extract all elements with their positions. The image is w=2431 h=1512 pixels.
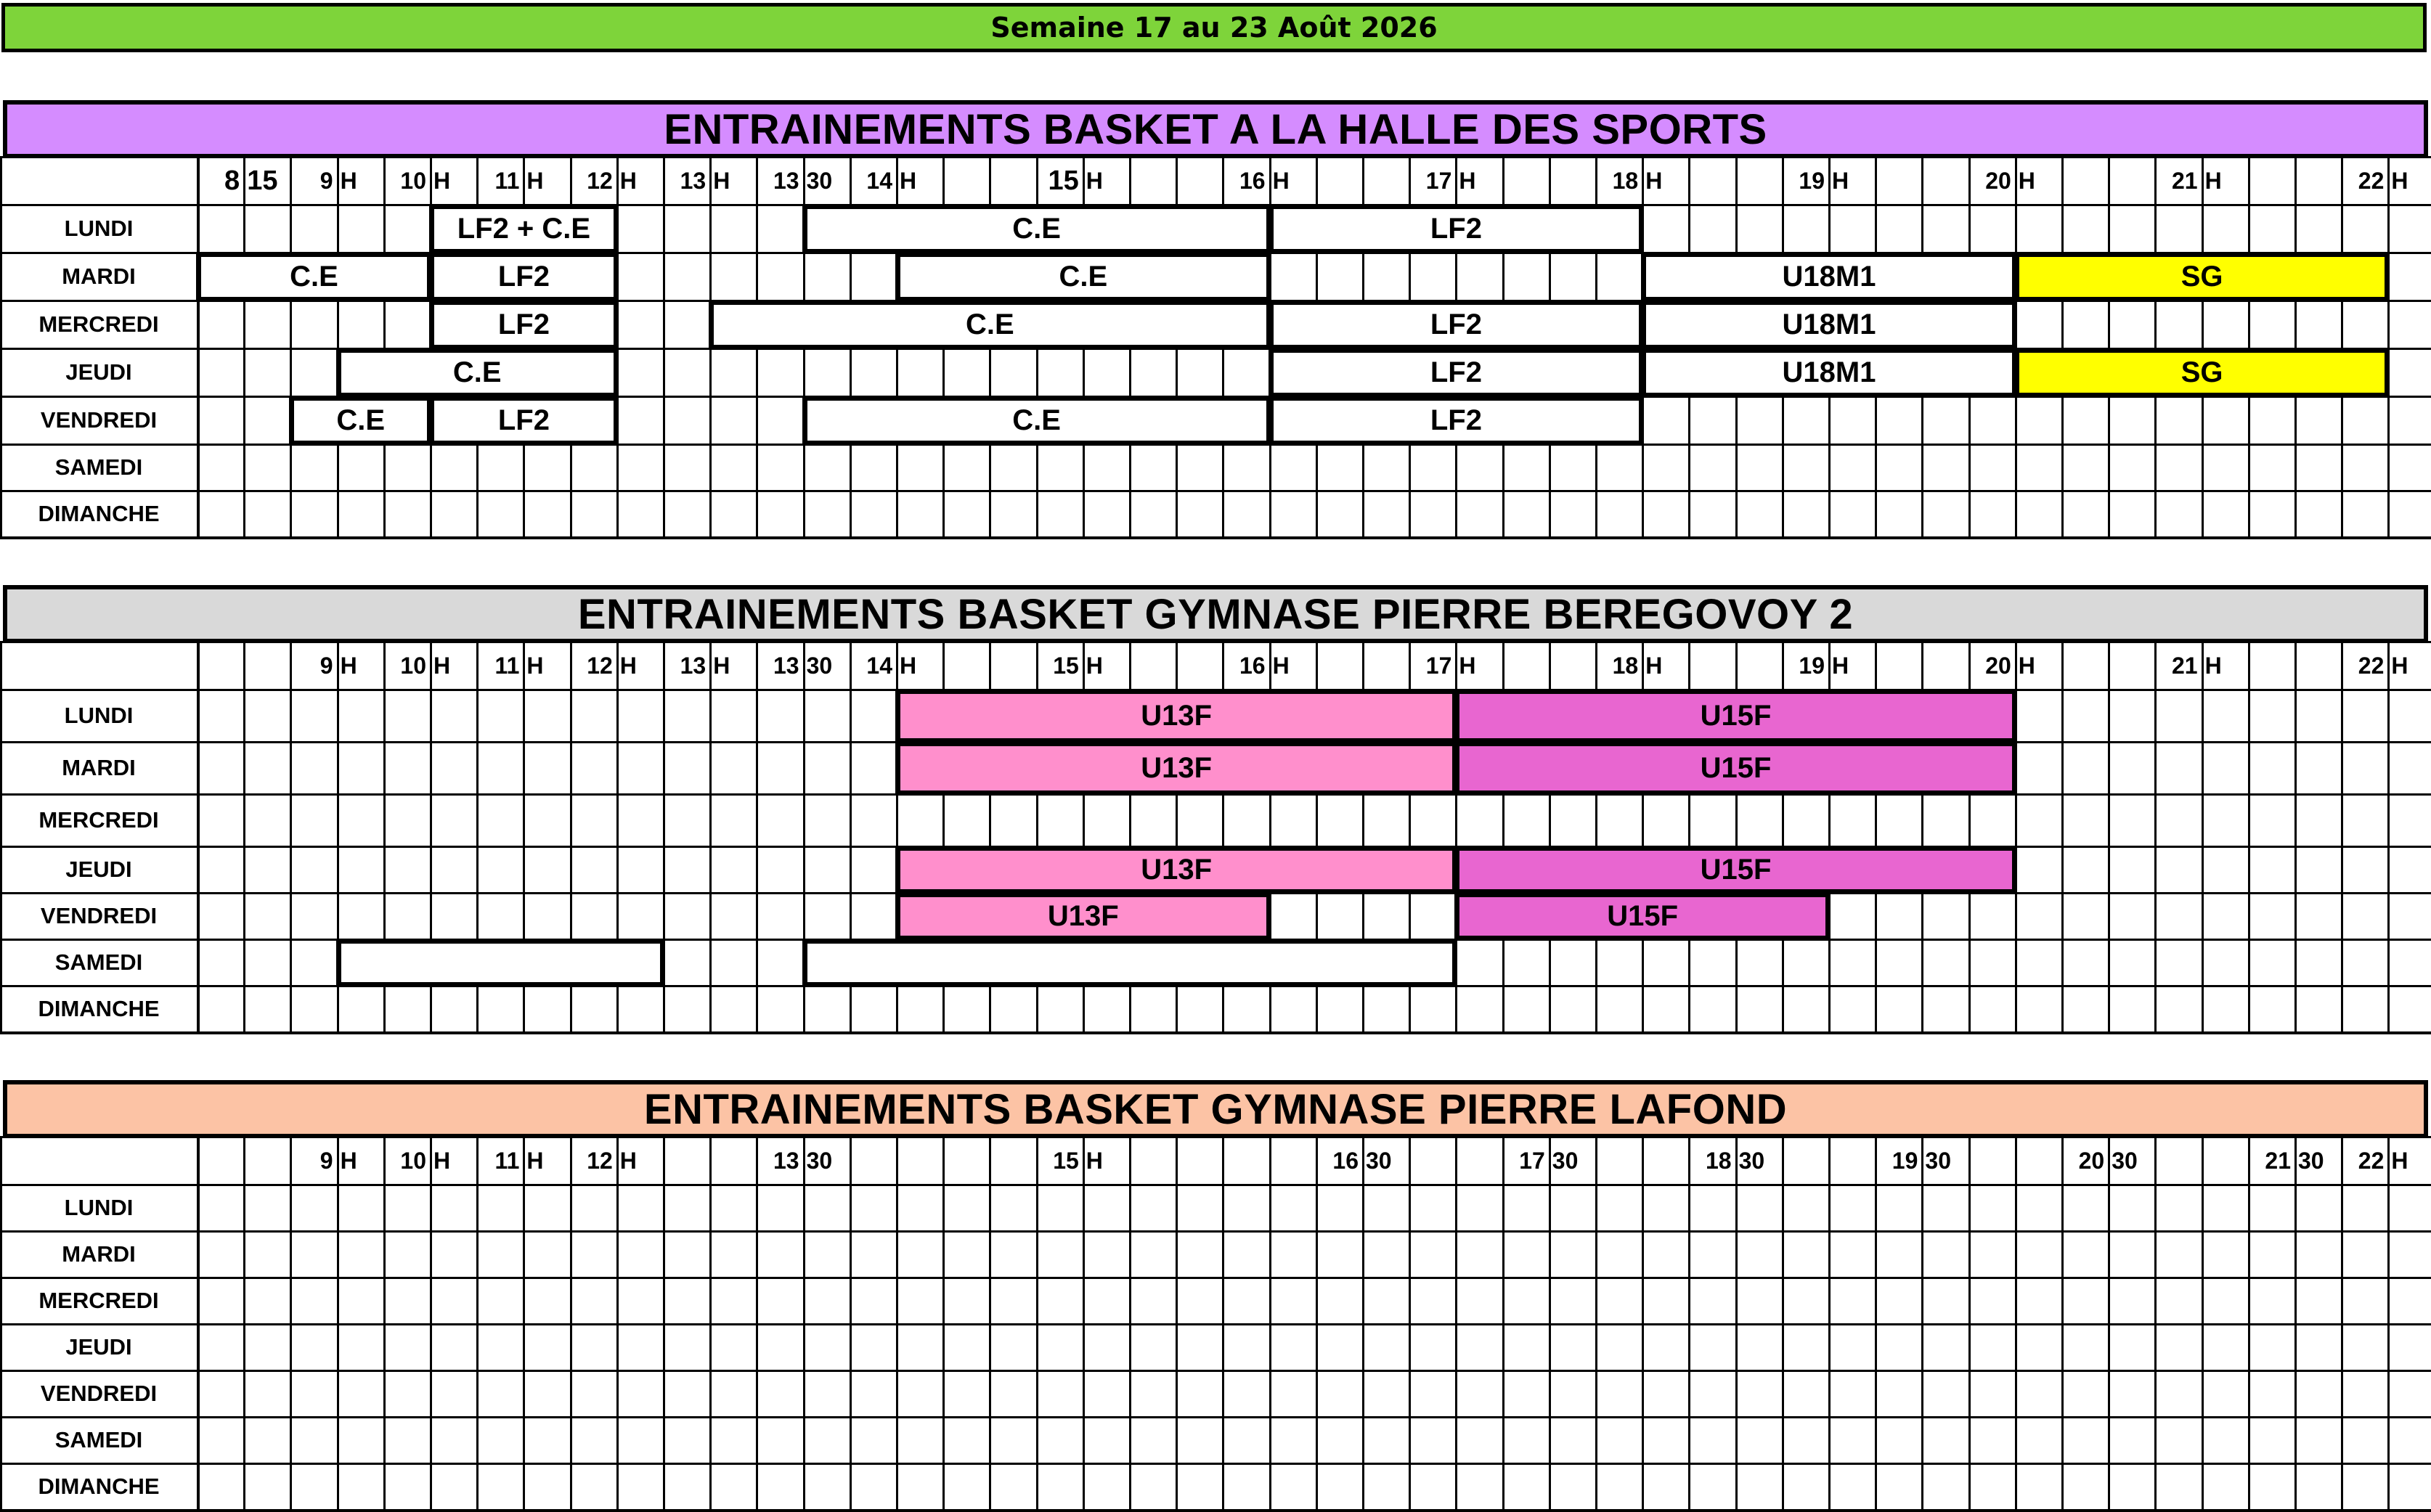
grid-col-line — [430, 1137, 432, 1511]
training-slot[interactable] — [1454, 741, 2016, 796]
day-label-mardi: MARDI — [62, 1241, 136, 1267]
day-label-lundi: LUNDI — [64, 1195, 134, 1220]
training-slot-label: U15F — [1700, 700, 1772, 732]
grid-col-line — [2154, 642, 2157, 1034]
time-header-label: 19 — [1799, 653, 1825, 679]
grid-col-line — [709, 1137, 712, 1511]
time-header-label: 15 — [1053, 653, 1079, 679]
grid-col-line — [2341, 642, 2343, 1034]
day-label-jeudi: JEUDI — [65, 359, 132, 385]
training-slot-label: C.E — [1012, 404, 1061, 436]
week-banner — [1, 3, 2427, 52]
training-slot-label: C.E — [336, 404, 386, 436]
section-title-text: ENTRAINEMENTS BASKET GYMNASE PIERRE LAFOND — [643, 1085, 1788, 1133]
day-label-samedi: SAMEDI — [54, 949, 143, 975]
training-slot[interactable] — [1641, 348, 2017, 398]
training-slot-label: C.E — [966, 308, 1014, 340]
time-header-label: 21 — [2171, 168, 2198, 194]
grid-row-line — [0, 1370, 2431, 1372]
time-header-label: 10 — [400, 168, 426, 194]
grid-col-line — [896, 1137, 898, 1511]
grid-col-line — [290, 642, 292, 1034]
time-header-label: 17 — [1519, 1148, 1545, 1174]
training-slot[interactable] — [429, 204, 619, 254]
training-slot[interactable] — [429, 396, 619, 446]
day-label-dimanche: DIMANCHE — [38, 996, 160, 1021]
time-header-label: 11 — [494, 653, 520, 679]
training-slot-label: U13F — [1141, 700, 1213, 732]
time-header-label: H — [340, 168, 357, 194]
training-slot-label: LF2 + C.E — [457, 213, 591, 245]
training-slot-label: U13F — [1141, 854, 1213, 886]
time-header-label: 22 — [2358, 1148, 2385, 1174]
grid-col-line — [1782, 1137, 1784, 1511]
time-header-label: 30 — [1738, 1148, 1765, 1174]
grid-col-line — [616, 1137, 619, 1511]
time-header-label: 30 — [1925, 1148, 1951, 1174]
grid-col-line — [1735, 1137, 1738, 1511]
grid-col-line — [2248, 642, 2250, 1034]
training-slot[interactable] — [895, 741, 1457, 796]
grid-col-line — [337, 1137, 339, 1511]
day-label-dimanche: DIMANCHE — [38, 501, 160, 526]
time-header-label: 12 — [587, 1148, 613, 1174]
day-label-samedi: SAMEDI — [54, 1427, 143, 1452]
time-header-label: 22 — [2358, 168, 2385, 194]
time-header-label: H — [1086, 653, 1103, 679]
training-slot[interactable] — [1454, 689, 2016, 743]
time-header-label: H — [713, 653, 730, 679]
grid-col-line — [1828, 1137, 1831, 1511]
training-slot-label: U18M1 — [1782, 308, 1876, 340]
time-header-label: H — [1832, 168, 1849, 194]
training-slot[interactable] — [1641, 252, 2017, 302]
training-slot[interactable] — [1269, 348, 1645, 398]
training-slot-label: LF2 — [1430, 404, 1482, 436]
training-slot-label: C.E — [290, 261, 338, 293]
grid-col-line — [243, 1137, 245, 1511]
grid-col-line — [989, 1137, 991, 1511]
day-label-mercredi: MERCREDI — [38, 1288, 159, 1313]
time-header-label: 13 — [773, 168, 799, 194]
training-slot[interactable] — [1454, 892, 1831, 941]
time-header-label: 9 — [319, 653, 333, 679]
grid-col-line — [1502, 1137, 1504, 1511]
section-title — [3, 100, 2428, 158]
grid-col-line — [290, 157, 292, 539]
grid-col-line — [2015, 1137, 2017, 1511]
training-slot-label: SG — [2180, 356, 2223, 388]
grid-col-line — [2294, 1137, 2297, 1511]
time-header-label: H — [526, 653, 544, 679]
time-header-label: 15 — [247, 165, 278, 196]
training-slot[interactable] — [2014, 252, 2390, 302]
grid-col-line — [2387, 1137, 2390, 1511]
grid-row-line — [0, 536, 2431, 539]
day-label-mercredi: MERCREDI — [38, 311, 159, 337]
time-header-label: 14 — [866, 168, 892, 194]
training-slot-label: U15F — [1607, 900, 1679, 932]
time-header-label: 19 — [1892, 1148, 1918, 1174]
grid-col-line — [570, 1137, 572, 1511]
grid-col-line — [803, 1137, 805, 1511]
training-slot[interactable] — [1269, 204, 1645, 254]
grid-row-line — [0, 1031, 2431, 1034]
grid-row-line — [0, 490, 2431, 492]
grid-col-line — [1642, 1137, 1644, 1511]
time-header-label: H — [340, 1148, 357, 1174]
time-header-label: 30 — [2112, 1148, 2138, 1174]
day-label-lundi: LUNDI — [64, 216, 134, 241]
time-header-label: 9 — [319, 1148, 333, 1174]
training-slot-label: C.E — [1059, 261, 1108, 293]
grid-col-line — [1362, 1137, 1364, 1511]
time-header-label: 11 — [494, 1148, 520, 1174]
time-header-label: H — [713, 168, 730, 194]
time-header-label: 17 — [1425, 653, 1452, 679]
grid-col-line — [2061, 642, 2064, 1034]
training-slot[interactable] — [336, 939, 665, 987]
grid-row-line — [0, 1277, 2431, 1279]
grid-col-line — [2248, 1137, 2250, 1511]
grid-col-line — [523, 1137, 525, 1511]
grid-col-line — [1222, 1137, 1224, 1511]
grid-col-line — [2108, 642, 2110, 1034]
grid-col-line — [2202, 1137, 2204, 1511]
grid-col-line — [383, 1137, 386, 1511]
day-label-vendredi: VENDREDI — [40, 903, 158, 928]
training-slot[interactable] — [1269, 396, 1645, 446]
day-label-jeudi: JEUDI — [65, 857, 132, 882]
grid-col-line — [850, 1137, 852, 1511]
training-slot-label: LF2 — [1430, 356, 1482, 388]
grid-col-line — [2061, 1137, 2064, 1511]
time-header-label: 20 — [1985, 168, 2011, 194]
training-slot-label: LF2 — [497, 261, 550, 293]
day-label-jeudi: JEUDI — [65, 1334, 132, 1360]
training-slot-label: U15F — [1700, 854, 1772, 886]
time-header-label: 30 — [806, 653, 833, 679]
grid-row-line — [0, 1230, 2431, 1233]
training-slot-label: U13F — [1047, 900, 1119, 932]
training-slot[interactable] — [1454, 846, 2016, 894]
grid-col-line — [942, 1137, 945, 1511]
training-slot-label: LF2 — [497, 404, 550, 436]
day-label-mardi: MARDI — [62, 263, 136, 289]
training-slot-label: SG — [2180, 261, 2223, 293]
section-title-text: ENTRAINEMENTS BASKET A LA HALLE DES SPORTS — [664, 105, 1767, 153]
day-label-vendredi: VENDREDI — [40, 407, 158, 433]
time-header-label: H — [433, 1148, 451, 1174]
training-slot[interactable] — [429, 252, 619, 302]
grid-col-line — [1129, 1137, 1131, 1511]
time-header-label: H — [1086, 1148, 1103, 1174]
time-header-label: 13 — [680, 653, 707, 679]
time-header-label: H — [1645, 653, 1663, 679]
time-header-label: H — [1272, 653, 1290, 679]
time-header-label: H — [526, 1148, 544, 1174]
time-header-label: H — [2391, 653, 2408, 679]
training-slot-label: U13F — [1141, 752, 1213, 784]
grid-col-line — [243, 157, 245, 539]
grid-col-line — [1036, 1137, 1038, 1511]
grid-col-line — [2387, 642, 2390, 1034]
time-header-label: 19 — [1799, 168, 1825, 194]
grid-col-line — [1968, 1137, 1971, 1511]
time-header-label: H — [1459, 653, 1476, 679]
time-header-label: 16 — [1239, 653, 1266, 679]
time-header-label: 30 — [1552, 1148, 1579, 1174]
training-slot[interactable] — [802, 396, 1271, 446]
grid-row-line — [0, 1463, 2431, 1465]
day-label-mercredi: MERCREDI — [38, 807, 159, 833]
training-slot-label: LF2 — [1430, 213, 1482, 245]
time-header-label: 16 — [1332, 1148, 1359, 1174]
time-header-label: 22 — [2358, 653, 2385, 679]
time-header-label: H — [433, 653, 451, 679]
grid-col-line — [756, 642, 758, 1034]
training-slot-label: U18M1 — [1782, 261, 1876, 293]
time-header-label: 18 — [1705, 1148, 1732, 1174]
time-header-label: H — [2391, 1148, 2408, 1174]
grid-col-line — [1549, 1137, 1551, 1511]
time-header-label: 21 — [2265, 1148, 2291, 1174]
time-header-label: H — [1086, 168, 1103, 194]
training-slot[interactable] — [895, 846, 1457, 894]
grid-col-line — [2294, 642, 2297, 1034]
time-header-label: 12 — [587, 168, 613, 194]
time-header-label: 13 — [773, 1148, 799, 1174]
time-header-label: 13 — [680, 168, 707, 194]
training-slot[interactable] — [895, 252, 1271, 302]
time-header-label: 17 — [1425, 168, 1452, 194]
time-header-label: H — [1272, 168, 1290, 194]
time-header-label: H — [2204, 653, 2222, 679]
grid-col-line — [1875, 1137, 1877, 1511]
grid-col-line — [243, 642, 245, 1034]
time-header-label: 9 — [319, 168, 333, 194]
training-slot-label: C.E — [452, 356, 502, 388]
grid-col-line — [2341, 1137, 2343, 1511]
time-header-label: 30 — [806, 168, 833, 194]
training-slot[interactable] — [709, 300, 1271, 350]
time-header-label: H — [340, 653, 357, 679]
training-slot[interactable] — [802, 204, 1271, 254]
time-header-label: H — [1832, 653, 1849, 679]
time-header-label: H — [1459, 168, 1476, 194]
grid-col-line — [663, 1137, 665, 1511]
time-header-label: 8 — [224, 165, 240, 196]
training-slot-label: LF2 — [1430, 308, 1482, 340]
grid-col-line — [756, 1137, 758, 1511]
training-slot[interactable] — [1641, 300, 2017, 350]
training-slot-label: U15F — [1700, 752, 1772, 784]
time-header-label: 16 — [1239, 168, 1266, 194]
time-header-label: 20 — [1985, 653, 2011, 679]
time-header-label: H — [619, 653, 637, 679]
training-slot[interactable] — [895, 689, 1457, 743]
training-slot[interactable] — [196, 252, 432, 302]
time-header-label: 12 — [587, 653, 613, 679]
time-header-label: 13 — [773, 653, 799, 679]
training-slot[interactable] — [1269, 300, 1645, 350]
grid-col-line — [709, 642, 712, 1034]
time-header-label: H — [1645, 168, 1663, 194]
training-slot[interactable] — [289, 396, 432, 446]
grid-row-line — [0, 1509, 2431, 1512]
time-header-label: 15 — [1053, 1148, 1079, 1174]
training-slot-label: C.E — [1012, 213, 1061, 245]
time-header-label: 15 — [1048, 165, 1079, 196]
time-header-label: H — [619, 1148, 637, 1174]
time-header-label: H — [433, 168, 451, 194]
training-slot[interactable] — [429, 300, 619, 350]
day-label-samedi: SAMEDI — [54, 454, 143, 480]
time-header-label: H — [2018, 168, 2035, 194]
time-header-label: 11 — [494, 168, 520, 194]
time-header-label: 10 — [400, 1148, 426, 1174]
grid-col-line — [1921, 1137, 1923, 1511]
grid-col-line — [290, 1137, 292, 1511]
training-slot-label: U18M1 — [1782, 356, 1876, 388]
time-header-label: H — [2204, 168, 2222, 194]
day-label-vendredi: VENDREDI — [40, 1381, 158, 1406]
time-header-label: H — [526, 168, 544, 194]
time-header-label: 18 — [1612, 168, 1639, 194]
section-title-text: ENTRAINEMENTS BASKET GYMNASE PIERRE BEREGOVOY 2 — [577, 590, 1854, 638]
grid-row-line — [0, 1323, 2431, 1325]
training-slot[interactable] — [895, 892, 1271, 941]
grid-col-line — [1455, 1137, 1457, 1511]
grid-col-line — [663, 157, 665, 539]
time-header-label: H — [619, 168, 637, 194]
time-header-label: 20 — [2078, 1148, 2105, 1174]
grid-col-line — [1688, 1137, 1690, 1511]
time-header-label: 21 — [2171, 653, 2198, 679]
grid-col-line — [1595, 1137, 1597, 1511]
training-slot[interactable] — [336, 348, 619, 398]
time-header-label: 30 — [806, 1148, 833, 1174]
time-header-label: 18 — [1612, 653, 1639, 679]
grid-col-line — [2202, 642, 2204, 1034]
time-header-label: 30 — [2298, 1148, 2324, 1174]
time-header-label: 30 — [1366, 1148, 1392, 1174]
training-slot-label: LF2 — [497, 308, 550, 340]
grid-col-line — [1316, 1137, 1318, 1511]
time-header-label: H — [2391, 168, 2408, 194]
grid-col-line — [1176, 1137, 1178, 1511]
grid-col-line — [476, 1137, 479, 1511]
day-label-dimanche: DIMANCHE — [38, 1474, 160, 1499]
training-slot[interactable] — [2014, 348, 2390, 398]
training-slot[interactable] — [802, 939, 1458, 987]
section-title — [3, 1080, 2428, 1138]
grid-col-line — [1083, 1137, 1085, 1511]
week-title: Semaine 17 au 23 Août 2026 — [990, 12, 1438, 44]
grid-col-line — [2154, 1137, 2157, 1511]
grid-row-line — [0, 1416, 2431, 1418]
grid-col-line — [1269, 1137, 1271, 1511]
time-header-label: H — [2018, 653, 2035, 679]
section-title — [3, 585, 2428, 643]
day-label-mardi: MARDI — [62, 755, 136, 780]
time-header-label: H — [900, 168, 917, 194]
time-header-label: 10 — [400, 653, 426, 679]
time-header-label: 14 — [866, 653, 892, 679]
day-label-lundi: LUNDI — [64, 703, 134, 728]
grid-col-line — [1409, 1137, 1411, 1511]
grid-col-line — [2108, 1137, 2110, 1511]
time-header-label: H — [900, 653, 917, 679]
